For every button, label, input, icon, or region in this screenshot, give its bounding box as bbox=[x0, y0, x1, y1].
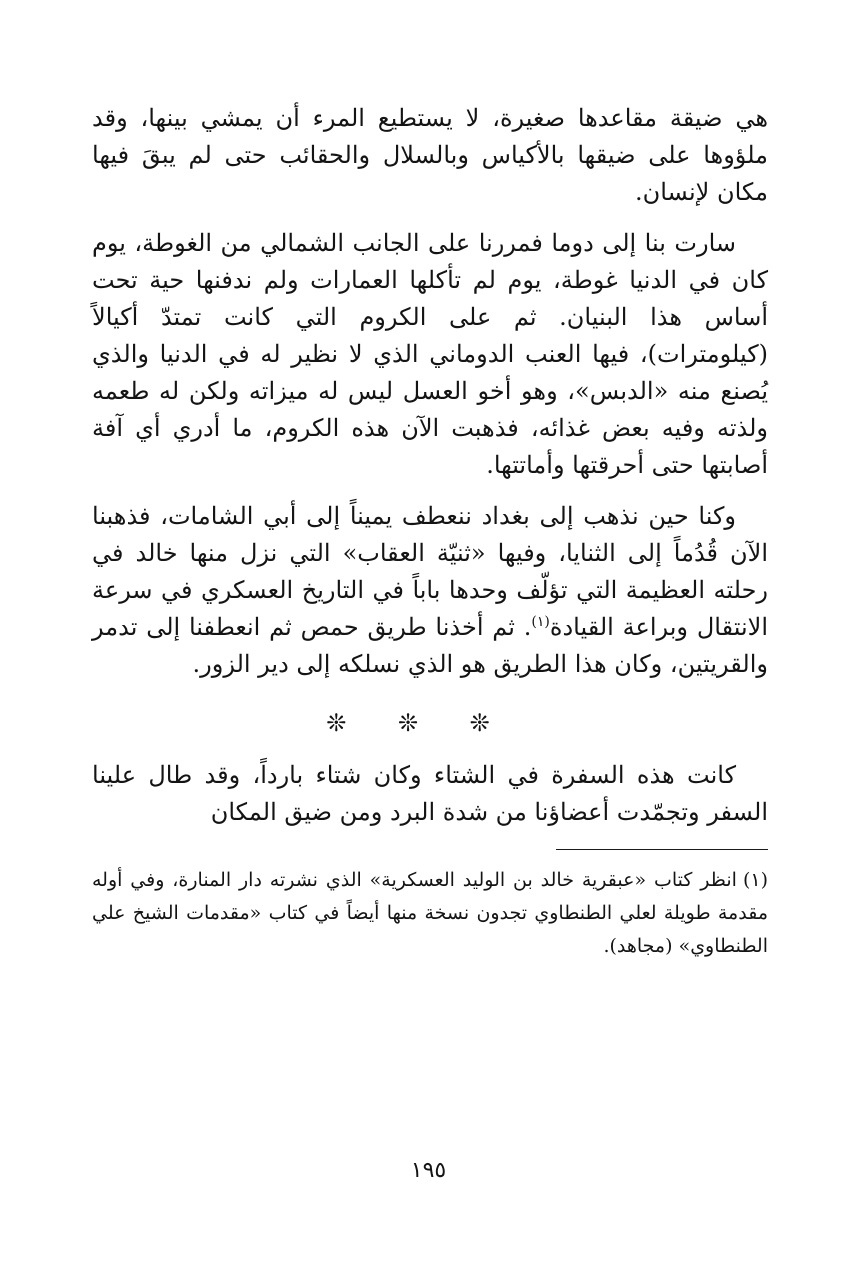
paragraph-3-text-after-ref: . ثم أخذنا طريق حمص ثم انعطفنا إلى تدمر والقريتين، وكان هذا الطريق هو الذي نسلكه إلى دير الزور. bbox=[92, 613, 768, 678]
paragraph-3 bbox=[92, 498, 768, 683]
paragraph-1: هي ضيقة مقاعدها صغيرة، لا يستطيع المرء أن يمشي بينها، وقد ملؤوها على ضيقها بالأكياس وبالسلال والحقائب حتى لم يبقَ فيها مكان لإنسان. bbox=[92, 104, 768, 206]
book-page bbox=[92, 100, 768, 963]
footnote bbox=[92, 864, 768, 963]
paragraph-2: سارت بنا إلى دوما فمررنا على الجانب الشمالي من الغوطة، يوم كان في الدنيا غوطة، يوم لم تأكلها العمارات ولم ندفنها حية تحت أساس هذا البنيان. ثم على الكروم التي كانت تمتدّ أكيالاً (كيلومترات)، فيها العنب الدوماني الذي لا نظير له في الدنيا والذي يُصنع منه «الدبس»، وهو أخو العسل ليس له ميزاته ولكن له طعمه ولذته وفيه بعض غذائه، فذهبت الآن هذه الكروم، ما أدري أي آفة أصابتها حتى أحرقتها وأماتتها. bbox=[92, 229, 768, 479]
paragraph-4: كانت هذه السفرة في الشتاء وكان شتاء بارداً، وقد طال علينا السفر وتجمّدت أعضاؤنا من شدة البرد ومن ضيق المكان bbox=[92, 761, 768, 826]
section-separator: ❊ ❊ ❊ bbox=[326, 709, 512, 737]
paragraph-3-text-before-ref: وكنا حين نذهب إلى بغداد ننعطف يميناً إلى أبي الشامات، فذهبنا الآن قُدُماً إلى الثنايا، وفيها «ثنيّة العقاب» التي نزل منها خالد في رحلته العظيمة التي تؤلّف وحدها باباً في التاريخ العسكري في سرعة الانتقال وبراعة القيادة bbox=[92, 502, 768, 641]
footnote-reference: (١) bbox=[531, 614, 550, 630]
footnote-number: (١) bbox=[742, 869, 768, 891]
page-number: ١٩٥ bbox=[410, 1158, 447, 1183]
footnote-divider bbox=[556, 849, 768, 850]
footnote-text: انظر كتاب «عبقرية خالد بن الوليد العسكرية» الذي نشرته دار المنارة، وفي أوله مقدمة طويلة لعلي الطنطاوي تجدون نسخة منها أيضاً في كتاب «مقدمات الشيخ علي الطنطاوي» (مجاهد). bbox=[92, 869, 768, 957]
